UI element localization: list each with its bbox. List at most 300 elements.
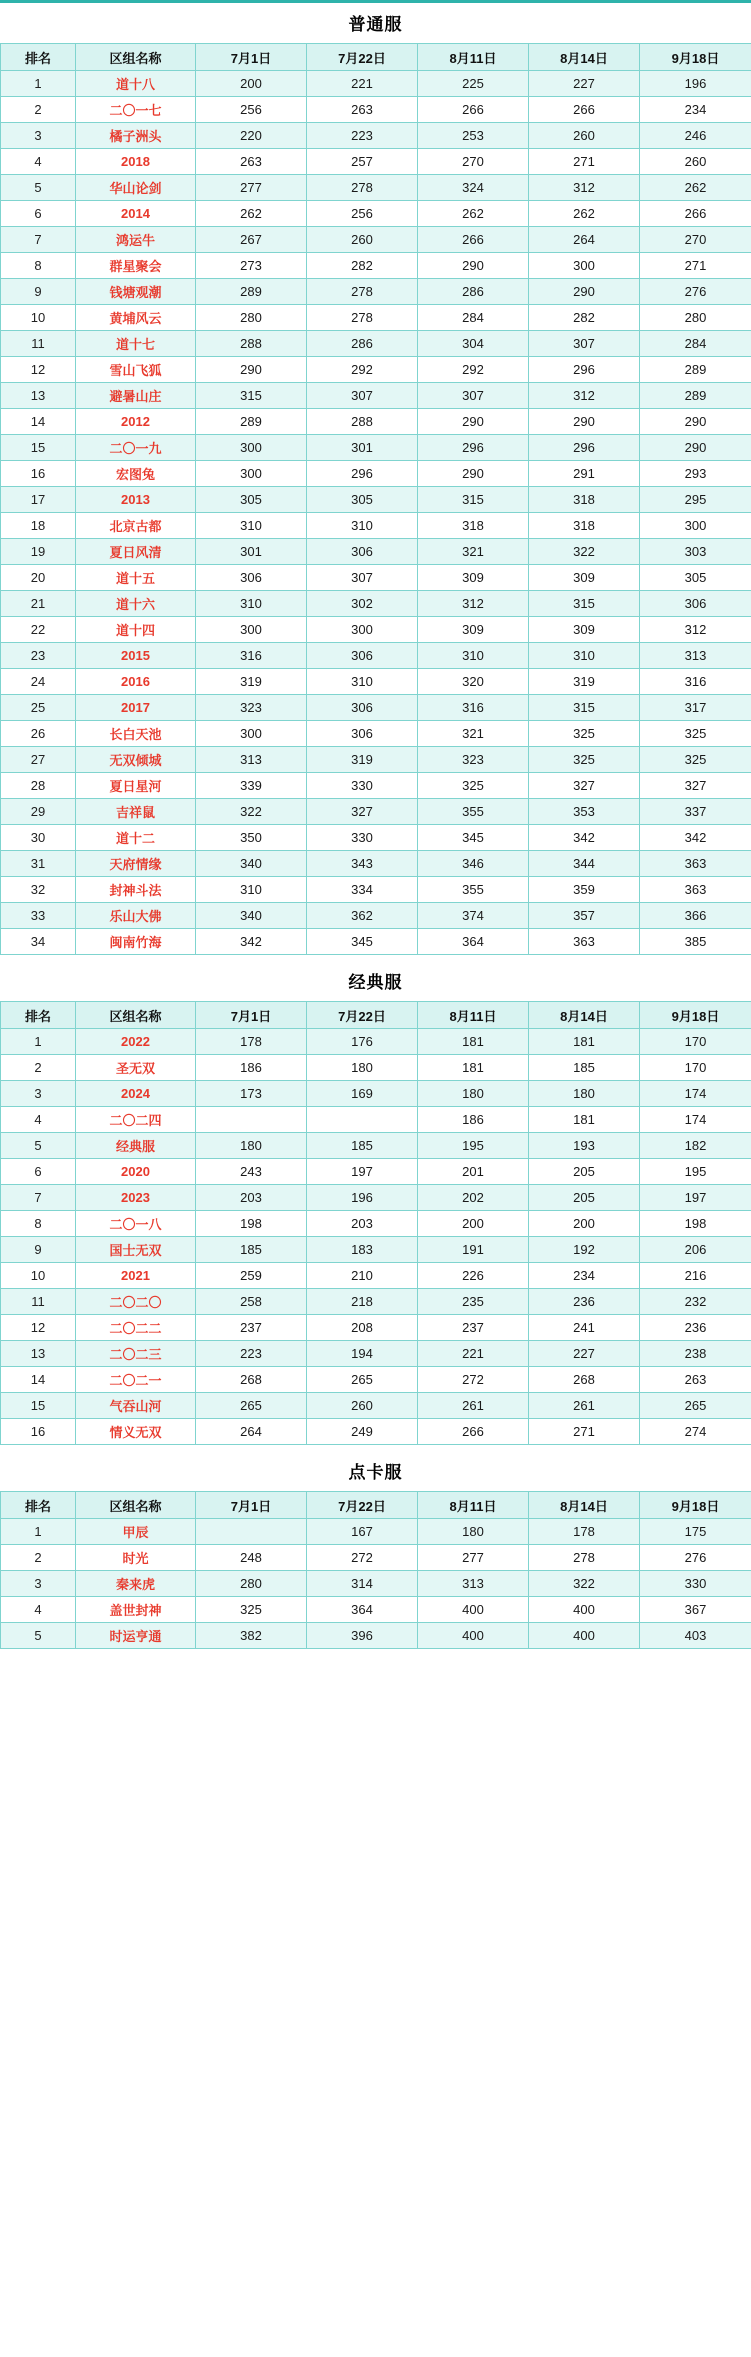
rank-cell: 15: [1, 435, 76, 461]
value-cell: 264: [196, 1419, 307, 1445]
value-cell: 286: [418, 279, 529, 305]
value-cell: 307: [529, 331, 640, 357]
value-cell: 290: [529, 409, 640, 435]
value-cell: 313: [418, 1571, 529, 1597]
server-name-cell: 黄埔风云: [76, 305, 196, 331]
rank-cell: 5: [1, 175, 76, 201]
table-row: [1, 773, 751, 799]
value-cell: 282: [529, 305, 640, 331]
value-cell: 310: [307, 669, 418, 695]
value-cell: 310: [529, 643, 640, 669]
server-name-cell: 2013: [76, 487, 196, 513]
value-cell: 278: [307, 279, 418, 305]
value-cell: 307: [307, 383, 418, 409]
value-cell: 334: [307, 877, 418, 903]
value-cell: 289: [196, 279, 307, 305]
rank-cell: 2: [1, 1545, 76, 1571]
server-name-cell: 情义无双: [76, 1419, 196, 1445]
rank-cell: 25: [1, 695, 76, 721]
server-name-cell: 2022: [76, 1029, 196, 1055]
value-cell: 277: [196, 175, 307, 201]
value-cell: 289: [640, 357, 751, 383]
server-name-cell: 橘子洲头: [76, 123, 196, 149]
rank-cell: 8: [1, 253, 76, 279]
table-row: [1, 1211, 751, 1237]
value-cell: 200: [196, 71, 307, 97]
server-name-cell: 夏日风清: [76, 539, 196, 565]
value-cell: 363: [529, 929, 640, 955]
server-name-cell: 道十七: [76, 331, 196, 357]
server-name-cell: 甲辰: [76, 1519, 196, 1545]
column-header-2: 7月1日: [196, 1492, 307, 1519]
table-row: [1, 487, 751, 513]
value-cell: 261: [529, 1393, 640, 1419]
value-cell: 223: [307, 123, 418, 149]
column-header-3: 7月22日: [307, 44, 418, 71]
table-row: [1, 1341, 751, 1367]
value-cell: 276: [640, 1545, 751, 1571]
value-cell: 325: [640, 721, 751, 747]
value-cell: 176: [307, 1029, 418, 1055]
server-name-cell: 无双倾城: [76, 747, 196, 773]
value-cell: 342: [640, 825, 751, 851]
section-title: 普通服: [348, 15, 403, 34]
rank-cell: 29: [1, 799, 76, 825]
value-cell: 307: [307, 565, 418, 591]
value-cell: 325: [640, 747, 751, 773]
value-cell: 357: [529, 903, 640, 929]
server-name-cell: 秦来虎: [76, 1571, 196, 1597]
value-cell: 196: [640, 71, 751, 97]
rank-cell: 1: [1, 71, 76, 97]
value-cell: 278: [307, 305, 418, 331]
table-header-row: [1, 44, 751, 71]
value-cell: 290: [418, 253, 529, 279]
table-row: [1, 1237, 751, 1263]
value-cell: 280: [196, 1571, 307, 1597]
value-cell: 273: [196, 253, 307, 279]
value-cell: 310: [196, 513, 307, 539]
rank-cell: 21: [1, 591, 76, 617]
server-name-cell: 二〇二一: [76, 1367, 196, 1393]
rank-cell: 3: [1, 1081, 76, 1107]
value-cell: 263: [307, 97, 418, 123]
value-cell: 246: [640, 123, 751, 149]
value-cell: 280: [196, 305, 307, 331]
value-cell: 266: [529, 97, 640, 123]
value-cell: [196, 1107, 307, 1133]
value-cell: [307, 1107, 418, 1133]
value-cell: 310: [307, 513, 418, 539]
value-cell: 302: [307, 591, 418, 617]
rank-cell: 12: [1, 1315, 76, 1341]
value-cell: 339: [196, 773, 307, 799]
server-name-cell: 时光: [76, 1545, 196, 1571]
value-cell: 316: [418, 695, 529, 721]
value-cell: 355: [418, 877, 529, 903]
value-cell: 278: [529, 1545, 640, 1571]
section-0: [0, 3, 751, 955]
rank-cell: 32: [1, 877, 76, 903]
table-row: [1, 201, 751, 227]
value-cell: 266: [418, 227, 529, 253]
server-name-cell: 气吞山河: [76, 1393, 196, 1419]
value-cell: 342: [196, 929, 307, 955]
value-cell: 319: [307, 747, 418, 773]
value-cell: 400: [418, 1597, 529, 1623]
value-cell: 367: [640, 1597, 751, 1623]
value-cell: 249: [307, 1419, 418, 1445]
server-name-cell: 吉祥鼠: [76, 799, 196, 825]
table-row: [1, 227, 751, 253]
server-name-cell: 2020: [76, 1159, 196, 1185]
value-cell: 290: [640, 409, 751, 435]
rank-cell: 28: [1, 773, 76, 799]
value-cell: 325: [529, 721, 640, 747]
value-cell: 322: [196, 799, 307, 825]
value-cell: 200: [529, 1211, 640, 1237]
server-name-cell: 雪山飞狐: [76, 357, 196, 383]
value-cell: 355: [418, 799, 529, 825]
column-header-4: 8月11日: [418, 44, 529, 71]
value-cell: 260: [307, 1393, 418, 1419]
value-cell: 221: [418, 1341, 529, 1367]
server-name-cell: 宏图兔: [76, 461, 196, 487]
column-header-3: 7月22日: [307, 1002, 418, 1029]
section-title: 点卡服: [348, 1463, 403, 1482]
value-cell: 256: [307, 201, 418, 227]
rank-cell: 19: [1, 539, 76, 565]
value-cell: 301: [307, 435, 418, 461]
value-cell: 261: [418, 1393, 529, 1419]
value-cell: 284: [640, 331, 751, 357]
server-name-cell: 鸿运牛: [76, 227, 196, 253]
table-row: [1, 877, 751, 903]
table-row: [1, 1393, 751, 1419]
value-cell: 325: [529, 747, 640, 773]
value-cell: 178: [529, 1519, 640, 1545]
value-cell: 210: [307, 1263, 418, 1289]
table-row: [1, 1571, 751, 1597]
value-cell: 180: [418, 1081, 529, 1107]
table-row: [1, 97, 751, 123]
value-cell: 169: [307, 1081, 418, 1107]
rank-cell: 2: [1, 1055, 76, 1081]
value-cell: 260: [640, 149, 751, 175]
rank-cell: 16: [1, 1419, 76, 1445]
server-name-cell: 2024: [76, 1081, 196, 1107]
server-name-cell: 二〇一九: [76, 435, 196, 461]
value-cell: 276: [640, 279, 751, 305]
section-2: [0, 1451, 751, 1649]
value-cell: 340: [196, 903, 307, 929]
value-cell: 258: [196, 1289, 307, 1315]
server-name-cell: 2023: [76, 1185, 196, 1211]
table-row: [1, 1367, 751, 1393]
rank-cell: 1: [1, 1519, 76, 1545]
value-cell: 262: [418, 201, 529, 227]
server-name-cell: 二〇二三: [76, 1341, 196, 1367]
value-cell: 353: [529, 799, 640, 825]
value-cell: 312: [640, 617, 751, 643]
value-cell: 303: [640, 539, 751, 565]
column-header-0: 排名: [1, 1492, 76, 1519]
rank-cell: 12: [1, 357, 76, 383]
server-name-cell: 2016: [76, 669, 196, 695]
value-cell: 289: [196, 409, 307, 435]
value-cell: 170: [640, 1029, 751, 1055]
value-cell: 264: [529, 227, 640, 253]
table-row: [1, 539, 751, 565]
rank-cell: 20: [1, 565, 76, 591]
value-cell: 315: [196, 383, 307, 409]
value-cell: 205: [529, 1185, 640, 1211]
value-cell: 202: [418, 1185, 529, 1211]
value-cell: 327: [640, 773, 751, 799]
column-header-2: 7月1日: [196, 1002, 307, 1029]
value-cell: 263: [196, 149, 307, 175]
rank-cell: 23: [1, 643, 76, 669]
value-cell: [196, 1519, 307, 1545]
server-name-cell: 圣无双: [76, 1055, 196, 1081]
rank-cell: 6: [1, 1159, 76, 1185]
value-cell: 220: [196, 123, 307, 149]
value-cell: 265: [307, 1367, 418, 1393]
rank-cell: 7: [1, 227, 76, 253]
server-name-cell: 道十四: [76, 617, 196, 643]
value-cell: 319: [529, 669, 640, 695]
value-cell: 300: [196, 721, 307, 747]
table-row: [1, 175, 751, 201]
value-cell: 306: [307, 695, 418, 721]
server-name-cell: 夏日星河: [76, 773, 196, 799]
server-name-cell: 二〇二二: [76, 1315, 196, 1341]
value-cell: 318: [529, 487, 640, 513]
value-cell: 234: [529, 1263, 640, 1289]
column-header-6: 9月18日: [640, 1492, 751, 1519]
server-name-cell: 二〇二〇: [76, 1289, 196, 1315]
value-cell: 288: [196, 331, 307, 357]
value-cell: 382: [196, 1623, 307, 1649]
value-cell: 290: [418, 461, 529, 487]
value-cell: 227: [529, 71, 640, 97]
value-cell: 323: [418, 747, 529, 773]
server-name-cell: 2018: [76, 149, 196, 175]
value-cell: 327: [307, 799, 418, 825]
table-row: [1, 331, 751, 357]
ranking-table: [0, 1491, 751, 1649]
value-cell: 312: [418, 591, 529, 617]
server-name-cell: 二〇二四: [76, 1107, 196, 1133]
value-cell: 313: [196, 747, 307, 773]
value-cell: 400: [418, 1623, 529, 1649]
value-cell: 315: [529, 591, 640, 617]
value-cell: 260: [307, 227, 418, 253]
value-cell: 290: [640, 435, 751, 461]
value-cell: 270: [418, 149, 529, 175]
value-cell: 307: [418, 383, 529, 409]
rank-cell: 11: [1, 331, 76, 357]
value-cell: 319: [196, 669, 307, 695]
value-cell: 181: [418, 1055, 529, 1081]
value-cell: 288: [307, 409, 418, 435]
rank-cell: 2: [1, 97, 76, 123]
rank-cell: 4: [1, 149, 76, 175]
value-cell: 300: [196, 461, 307, 487]
value-cell: 180: [307, 1055, 418, 1081]
value-cell: 315: [529, 695, 640, 721]
table-row: [1, 1029, 751, 1055]
server-name-cell: 钱塘观潮: [76, 279, 196, 305]
rank-cell: 17: [1, 487, 76, 513]
value-cell: 330: [640, 1571, 751, 1597]
column-header-2: 7月1日: [196, 44, 307, 71]
value-cell: 305: [307, 487, 418, 513]
table-row: [1, 71, 751, 97]
value-cell: 291: [529, 461, 640, 487]
value-cell: 300: [196, 617, 307, 643]
value-cell: 286: [307, 331, 418, 357]
section-1: [0, 961, 751, 1445]
value-cell: 362: [307, 903, 418, 929]
value-cell: 340: [196, 851, 307, 877]
value-cell: 180: [418, 1519, 529, 1545]
column-header-4: 8月11日: [418, 1002, 529, 1029]
value-cell: 306: [307, 539, 418, 565]
value-cell: 173: [196, 1081, 307, 1107]
value-cell: 193: [529, 1133, 640, 1159]
value-cell: 223: [196, 1341, 307, 1367]
value-cell: 175: [640, 1519, 751, 1545]
table-row: [1, 929, 751, 955]
rank-cell: 8: [1, 1211, 76, 1237]
value-cell: 330: [307, 825, 418, 851]
rank-cell: 9: [1, 279, 76, 305]
value-cell: 262: [529, 201, 640, 227]
server-name-cell: 长白天池: [76, 721, 196, 747]
value-cell: 318: [418, 513, 529, 539]
value-cell: 200: [418, 1211, 529, 1237]
value-cell: 300: [196, 435, 307, 461]
server-name-cell: 道十八: [76, 71, 196, 97]
value-cell: 320: [418, 669, 529, 695]
table-row: [1, 825, 751, 851]
value-cell: 366: [640, 903, 751, 929]
value-cell: 327: [529, 773, 640, 799]
value-cell: 248: [196, 1545, 307, 1571]
rank-cell: 10: [1, 305, 76, 331]
value-cell: 300: [307, 617, 418, 643]
value-cell: 312: [529, 175, 640, 201]
table-row: [1, 1623, 751, 1649]
rank-cell: 14: [1, 1367, 76, 1393]
table-row: [1, 279, 751, 305]
value-cell: 174: [640, 1107, 751, 1133]
rank-cell: 4: [1, 1107, 76, 1133]
server-name-cell: 天府情缘: [76, 851, 196, 877]
value-cell: 236: [640, 1315, 751, 1341]
value-cell: 180: [196, 1133, 307, 1159]
table-row: [1, 1419, 751, 1445]
value-cell: 345: [307, 929, 418, 955]
value-cell: 330: [307, 773, 418, 799]
value-cell: 234: [640, 97, 751, 123]
table-row: [1, 1263, 751, 1289]
table-row: [1, 1597, 751, 1623]
rank-cell: 5: [1, 1133, 76, 1159]
value-cell: 309: [529, 565, 640, 591]
value-cell: 325: [418, 773, 529, 799]
value-cell: 195: [418, 1133, 529, 1159]
value-cell: 185: [196, 1237, 307, 1263]
table-row: [1, 591, 751, 617]
column-header-1: 区组名称: [76, 44, 196, 71]
value-cell: 266: [418, 1419, 529, 1445]
table-row: [1, 1081, 751, 1107]
value-cell: 316: [196, 643, 307, 669]
server-name-cell: 北京古都: [76, 513, 196, 539]
value-cell: 322: [529, 539, 640, 565]
table-row: [1, 747, 751, 773]
section-title: 经典服: [348, 973, 403, 992]
column-header-1: 区组名称: [76, 1002, 196, 1029]
table-row: [1, 1107, 751, 1133]
value-cell: 237: [196, 1315, 307, 1341]
column-header-5: 8月14日: [529, 1492, 640, 1519]
value-cell: 296: [529, 435, 640, 461]
table-row: [1, 617, 751, 643]
column-header-5: 8月14日: [529, 44, 640, 71]
table-row: [1, 695, 751, 721]
value-cell: 271: [640, 253, 751, 279]
table-row: [1, 1289, 751, 1315]
value-cell: 300: [529, 253, 640, 279]
value-cell: 232: [640, 1289, 751, 1315]
value-cell: 235: [418, 1289, 529, 1315]
value-cell: 342: [529, 825, 640, 851]
table-row: [1, 1315, 751, 1341]
rank-cell: 11: [1, 1289, 76, 1315]
value-cell: 196: [307, 1185, 418, 1211]
rank-cell: 18: [1, 513, 76, 539]
value-cell: 178: [196, 1029, 307, 1055]
table-row: [1, 435, 751, 461]
value-cell: 208: [307, 1315, 418, 1341]
value-cell: 221: [307, 71, 418, 97]
value-cell: 205: [529, 1159, 640, 1185]
value-cell: 253: [418, 123, 529, 149]
value-cell: 226: [418, 1263, 529, 1289]
value-cell: 266: [640, 201, 751, 227]
value-cell: 400: [529, 1597, 640, 1623]
value-cell: 263: [640, 1367, 751, 1393]
value-cell: 290: [196, 357, 307, 383]
value-cell: 182: [640, 1133, 751, 1159]
value-cell: 316: [640, 669, 751, 695]
server-name-cell: 二〇一七: [76, 97, 196, 123]
table-header-row: [1, 1492, 751, 1519]
value-cell: 314: [307, 1571, 418, 1597]
value-cell: 295: [640, 487, 751, 513]
value-cell: 183: [307, 1237, 418, 1263]
rank-cell: 15: [1, 1393, 76, 1419]
value-cell: 310: [196, 591, 307, 617]
value-cell: 271: [529, 1419, 640, 1445]
server-name-cell: 避暑山庄: [76, 383, 196, 409]
value-cell: 321: [418, 539, 529, 565]
value-cell: 359: [529, 877, 640, 903]
server-name-cell: 盖世封神: [76, 1597, 196, 1623]
